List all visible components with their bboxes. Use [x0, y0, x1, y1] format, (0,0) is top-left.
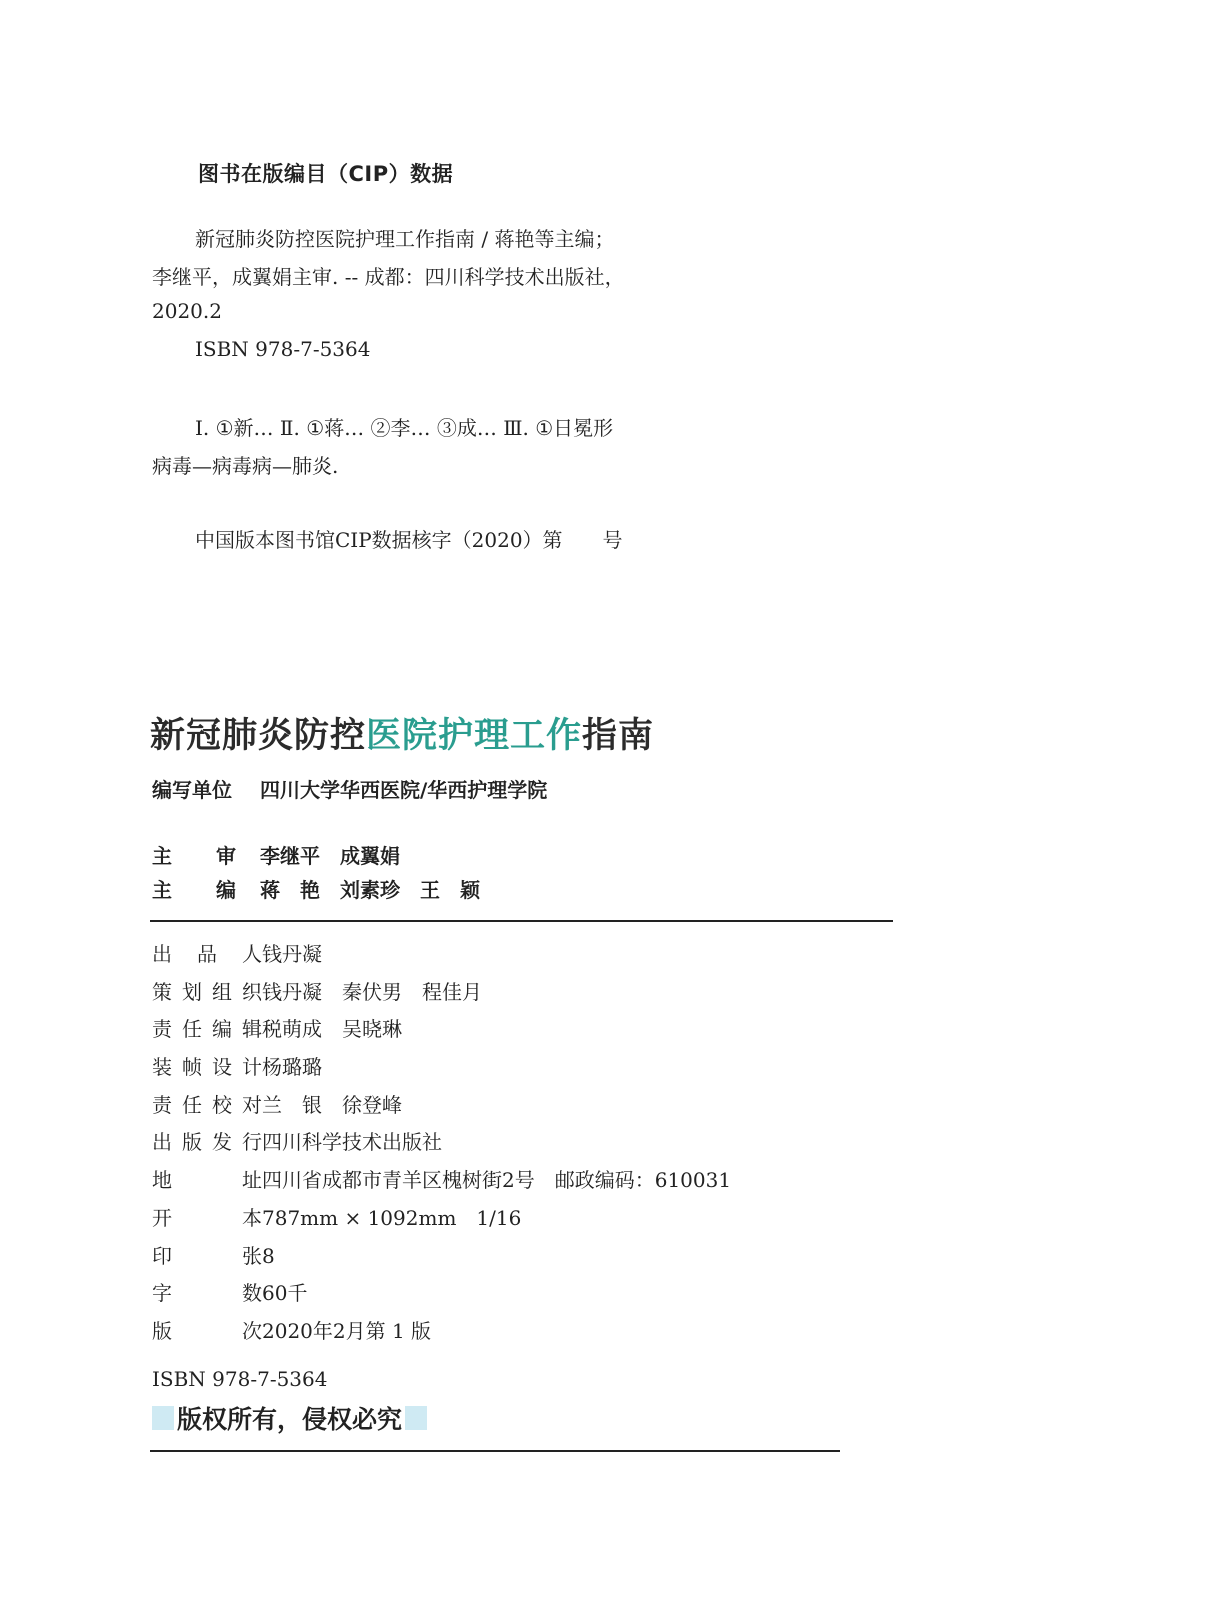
- isbn-footer: ISBN 978-7-5364: [152, 1367, 328, 1391]
- org-row: [152, 774, 547, 803]
- cip-classification-1: Ⅰ. ①新… Ⅱ. ①蒋… ②李… ③成… Ⅲ. ①日冕形: [195, 416, 614, 440]
- info-value: 钱丹凝: [262, 942, 322, 966]
- info-value: 杨璐璐: [262, 1055, 322, 1080]
- cip-heading: 图书在版编目（CIP）数据: [198, 162, 454, 186]
- info-row-format: [152, 1202, 731, 1240]
- info-row-editors: [152, 1013, 731, 1051]
- info-label: 策划组织: [152, 979, 262, 1004]
- cip-line-date: 2020.2: [152, 299, 222, 323]
- org-value: 四川大学华西医院/华西护理学院: [260, 778, 548, 802]
- cip-isbn: ISBN 978-7-5364: [195, 337, 371, 361]
- reviewer-row: [152, 840, 400, 869]
- cip-line-reviewers: 李继平，成翼娟主审. -- 成都：四川科学技术出版社，: [152, 265, 625, 289]
- info-row-wordcount: [152, 1277, 731, 1315]
- copyright-block-right: [405, 1406, 427, 1430]
- info-label: 出品人: [152, 942, 262, 966]
- cip-line-title: 新冠肺炎防控医院护理工作指南 / 蒋艳等主编；: [195, 227, 615, 251]
- org-label: 编写单位: [152, 778, 232, 802]
- info-row-sheets: [152, 1240, 731, 1278]
- info-value: 兰 银 徐登峰: [262, 1092, 402, 1117]
- editor-label: 主编: [152, 878, 280, 902]
- copyright-notice: [152, 1400, 427, 1436]
- book-title: [150, 708, 654, 758]
- editor-value: 蒋 艳 刘素珍 王 颖: [260, 878, 480, 902]
- info-label: 开本: [152, 1205, 262, 1230]
- info-row-address: [152, 1164, 731, 1202]
- info-value: 四川科学技术出版社: [262, 1130, 442, 1155]
- info-label: 地址: [152, 1168, 262, 1193]
- reviewer-label: 主审: [152, 844, 280, 868]
- info-value: 8: [262, 1243, 275, 1268]
- info-row-design: [152, 1051, 731, 1089]
- info-value: 60千: [262, 1281, 308, 1306]
- reviewer-value: 李继平 成翼娟: [260, 844, 400, 868]
- info-value: 787mm × 1092mm 1/16: [262, 1205, 522, 1230]
- info-label: 责任编辑: [152, 1017, 262, 1042]
- info-row-publisher: [152, 1126, 731, 1164]
- info-label: 装帧设计: [152, 1055, 262, 1080]
- info-label: 版次: [152, 1318, 262, 1343]
- info-label: 出版发行: [152, 1130, 262, 1155]
- editor-row: [152, 874, 480, 903]
- info-row-producer: [152, 938, 731, 976]
- info-label: 字数: [152, 1281, 262, 1306]
- info-row-edition: [152, 1315, 731, 1353]
- publication-info: [152, 938, 731, 1353]
- divider-bottom: [150, 1450, 840, 1452]
- divider-top: [150, 920, 893, 922]
- copyright-block-left: [152, 1406, 174, 1430]
- info-row-planning: [152, 976, 731, 1014]
- info-value: 四川省成都市青羊区槐树街2号 邮政编码：610031: [262, 1168, 732, 1193]
- cip-classification-2: 病毒—病毒病—肺炎.: [152, 454, 339, 478]
- copyright-text: 版权所有，侵权必究: [177, 1405, 403, 1434]
- book-title-part2: 指南: [582, 716, 655, 756]
- info-label: 印张: [152, 1243, 262, 1268]
- info-value: 2020年2月第 1 版: [262, 1318, 432, 1343]
- book-title-accent: 医院护理工作: [366, 716, 583, 756]
- info-value: 钱丹凝 秦伏男 程佳月: [262, 979, 482, 1004]
- info-row-proofreading: [152, 1089, 731, 1127]
- cip-number: 中国版本图书馆CIP数据核字（2020）第 号: [195, 528, 623, 552]
- book-title-part1: 新冠肺炎防控: [150, 716, 367, 756]
- info-value: 税萌成 吴晓琳: [262, 1017, 402, 1042]
- info-label: 责任校对: [152, 1092, 262, 1117]
